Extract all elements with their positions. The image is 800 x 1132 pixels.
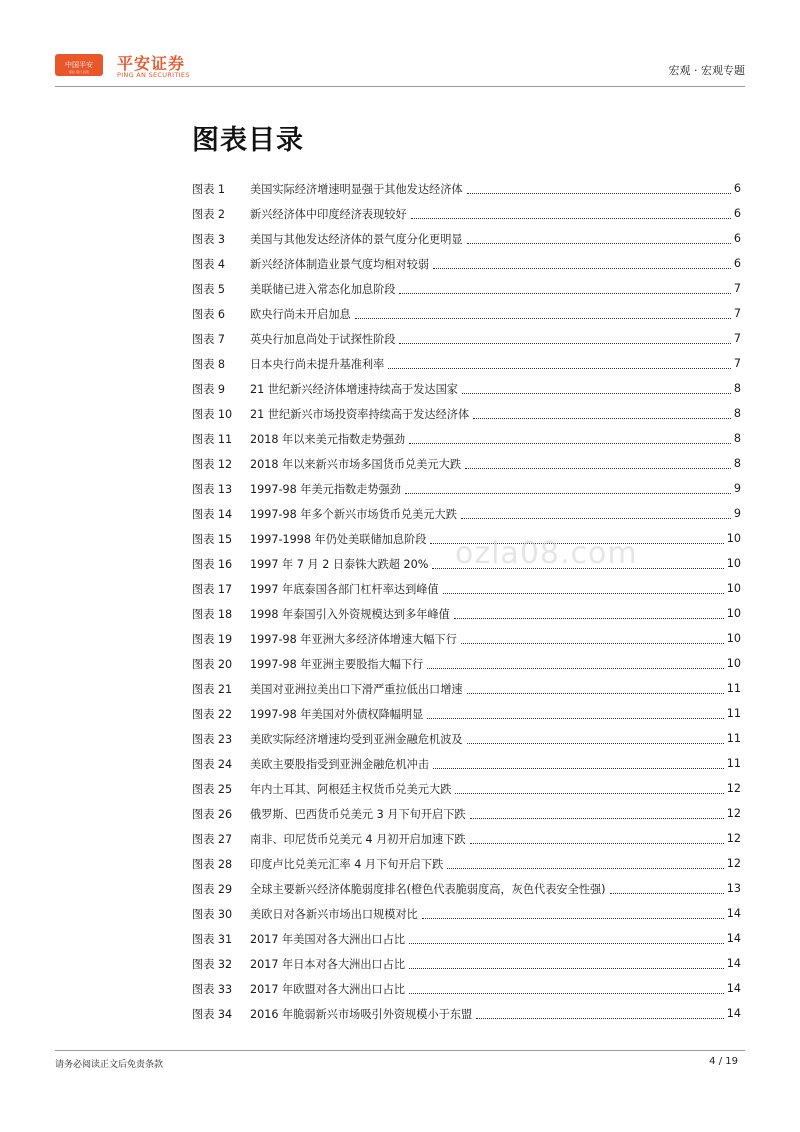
toc-entry-title: 1997-98 年美元指数走势强劲 <box>250 482 401 496</box>
toc-entry-page: 7 <box>733 307 741 320</box>
logo-tagline: 保险·银行·投资 <box>69 70 89 74</box>
toc-entry-number: 图表 17 <box>192 582 233 596</box>
page-indicator: 4 / 19 <box>709 1056 738 1067</box>
page-header <box>55 50 745 86</box>
toc-entry-number: 图表 6 <box>192 307 226 321</box>
toc-entry-title: 美欧主要股指受到亚洲金融危机冲击 <box>250 757 430 771</box>
toc-entry-page: 6 <box>733 232 741 245</box>
toc-entry-page: 14 <box>726 957 741 970</box>
footer-disclaimer: 请务必阅读正文后免责条款 <box>55 1060 164 1070</box>
toc-entry-number: 图表 3 <box>192 232 226 246</box>
toc-entry-title: 1997-98 年亚洲主要股指大幅下行 <box>250 657 424 671</box>
toc-entry[interactable] <box>192 901 741 926</box>
toc-entry-number: 图表 20 <box>192 657 233 671</box>
toc-entry-number: 图表 29 <box>192 882 233 896</box>
toc-entry-page: 14 <box>726 982 741 995</box>
toc-entry-page: 11 <box>726 682 741 695</box>
toc-entry-title: 美欧日对各新兴市场出口规模对比 <box>250 907 418 921</box>
toc-entry-number: 图表 34 <box>192 1007 233 1021</box>
toc-entry-page: 14 <box>726 932 741 945</box>
toc-leader-dots <box>467 742 724 744</box>
toc-entry-page: 7 <box>733 332 741 345</box>
toc-entry-page: 6 <box>733 257 741 270</box>
toc-leader-dots <box>433 767 724 769</box>
toc-entry[interactable] <box>192 601 741 626</box>
toc-entry-title: 2017 年日本对各大洲出口占比 <box>250 957 406 971</box>
toc-leader-dots <box>467 242 731 244</box>
footer-divider <box>55 1050 745 1051</box>
toc-entry[interactable] <box>192 1001 741 1026</box>
toc-entry[interactable] <box>192 976 741 1001</box>
toc-leader-dots <box>409 942 724 944</box>
toc-entry[interactable] <box>192 551 741 576</box>
toc-entry-number: 图表 16 <box>192 557 233 571</box>
toc-leader-dots <box>422 917 724 919</box>
toc-entry[interactable] <box>192 626 741 651</box>
toc-entry[interactable] <box>192 276 741 301</box>
toc-entry-number: 图表 25 <box>192 782 233 796</box>
toc-entry[interactable] <box>192 651 741 676</box>
toc-entry-page: 8 <box>733 457 741 470</box>
table-of-figures <box>192 176 741 1026</box>
section-label: 宏观 · 宏观专题 <box>668 64 745 77</box>
toc-leader-dots <box>610 892 724 894</box>
toc-entry-number: 图表 31 <box>192 932 233 946</box>
toc-entry-page: 6 <box>733 207 741 220</box>
toc-leader-dots <box>399 342 730 344</box>
toc-entry-title: 新兴经济体制造业景气度均相对较弱 <box>250 257 430 271</box>
toc-entry-title: 2018 年以来新兴市场多国货币兑美元大跌 <box>250 457 462 471</box>
toc-leader-dots <box>462 392 731 394</box>
toc-leader-dots <box>432 567 723 569</box>
toc-entry-page: 9 <box>733 482 741 495</box>
toc-entry-number: 图表 18 <box>192 607 233 621</box>
toc-entry-number: 图表 27 <box>192 832 233 846</box>
toc-entry-number: 图表 23 <box>192 732 233 746</box>
toc-entry-page: 8 <box>733 407 741 420</box>
toc-entry-title: 俄罗斯、巴西货币兑美元 3 月下旬开启下跌 <box>250 807 466 821</box>
toc-leader-dots <box>455 792 723 794</box>
toc-leader-dots <box>465 467 731 469</box>
toc-entry-page: 11 <box>726 757 741 770</box>
toc-entry-title: 年内土耳其、阿根廷主权货币兑美元大跌 <box>250 782 452 796</box>
toc-leader-dots <box>427 717 723 719</box>
toc-entry-number: 图表 5 <box>192 282 226 296</box>
toc-entry[interactable] <box>192 701 741 726</box>
toc-entry-page: 14 <box>726 907 741 920</box>
toc-entry-title: 全球主要新兴经济体脆弱度排名(橙色代表脆弱度高，灰色代表安全性强) <box>250 882 606 896</box>
toc-entry-title: 1997-98 年多个新兴市场货币兑美元大跌 <box>250 507 457 521</box>
toc-leader-dots <box>454 617 724 619</box>
toc-leader-dots <box>461 517 731 519</box>
toc-entry-page: 6 <box>733 182 741 195</box>
toc-entry-page: 7 <box>733 357 741 370</box>
toc-entry[interactable] <box>192 426 741 451</box>
toc-leader-dots <box>476 1017 724 1019</box>
toc-entry-page: 7 <box>733 282 741 295</box>
header-divider <box>55 86 745 87</box>
toc-entry[interactable] <box>192 751 741 776</box>
toc-entry[interactable] <box>192 876 741 901</box>
toc-leader-dots <box>409 442 731 444</box>
toc-leader-dots <box>388 367 731 369</box>
toc-entry-page: 8 <box>733 432 741 445</box>
toc-entry-number: 图表 12 <box>192 457 233 471</box>
toc-entry[interactable] <box>192 351 741 376</box>
toc-entry-title: 2017 年欧盟对各大洲出口占比 <box>250 982 406 996</box>
toc-entry-number: 图表 21 <box>192 682 233 696</box>
toc-entry-title: 新兴经济体中印度经济表现较好 <box>250 207 407 221</box>
toc-entry-number: 图表 2 <box>192 207 226 221</box>
toc-entry-title: 21 世纪新兴经济体增速持续高于发达国家 <box>250 382 458 396</box>
toc-entry[interactable] <box>192 501 741 526</box>
toc-leader-dots <box>467 192 731 194</box>
toc-entry[interactable] <box>192 251 741 276</box>
toc-entry-title: 1997-98 年美国对外债权降幅明显 <box>250 707 424 721</box>
toc-entry-title: 美国与其他发达经济体的景气度分化更明显 <box>250 232 463 246</box>
toc-entry-number: 图表 4 <box>192 257 226 271</box>
toc-entry-number: 图表 22 <box>192 707 233 721</box>
toc-entry-page: 10 <box>726 632 741 645</box>
toc-entry[interactable] <box>192 676 741 701</box>
toc-entry-title: 日本央行尚未提升基准利率 <box>250 357 385 371</box>
toc-entry-page: 11 <box>726 732 741 745</box>
toc-entry-page: 12 <box>726 807 741 820</box>
toc-entry-title: 南非、印尼货币兑美元 4 月初开启加速下跌 <box>250 832 466 846</box>
toc-entry[interactable] <box>192 201 741 226</box>
toc-entry[interactable] <box>192 926 741 951</box>
toc-entry[interactable] <box>192 476 741 501</box>
logo-text: 中国平安 <box>65 61 93 69</box>
toc-entry[interactable] <box>192 576 741 601</box>
toc-entry-number: 图表 26 <box>192 807 233 821</box>
toc-entry-number: 图表 33 <box>192 982 233 996</box>
toc-entry[interactable] <box>192 326 741 351</box>
toc-entry-number: 图表 9 <box>192 382 226 396</box>
toc-entry[interactable] <box>192 301 741 326</box>
toc-entry[interactable] <box>192 451 741 476</box>
toc-entry-number: 图表 19 <box>192 632 233 646</box>
toc-leader-dots <box>470 817 724 819</box>
toc-leader-dots <box>443 592 724 594</box>
toc-entry-page: 12 <box>726 857 741 870</box>
toc-leader-dots <box>427 667 723 669</box>
toc-entry-number: 图表 15 <box>192 532 233 546</box>
watermark: ozla08.com <box>455 536 638 571</box>
toc-entry[interactable] <box>192 776 741 801</box>
toc-leader-dots <box>405 492 731 494</box>
pingan-logo <box>55 54 103 76</box>
toc-entry[interactable] <box>192 726 741 751</box>
toc-entry-title: 2016 年脆弱新兴市场吸引外资规模小于东盟 <box>250 1007 473 1021</box>
toc-leader-dots <box>447 867 724 869</box>
toc-entry-number: 图表 8 <box>192 357 226 371</box>
toc-entry-page: 13 <box>726 882 741 895</box>
toc-leader-dots <box>470 842 724 844</box>
toc-leader-dots <box>430 542 723 544</box>
toc-entry-title: 1998 年泰国引入外资规模达到多年峰值 <box>250 607 450 621</box>
toc-entry-number: 图表 28 <box>192 857 233 871</box>
toc-entry[interactable] <box>192 826 741 851</box>
brand-name: 平安证券 <box>117 54 186 73</box>
toc-entry-number: 图表 11 <box>192 432 233 446</box>
toc-leader-dots <box>399 292 730 294</box>
toc-leader-dots <box>355 317 731 319</box>
toc-entry[interactable] <box>192 851 741 876</box>
toc-leader-dots <box>461 642 724 644</box>
toc-entry-title: 美欧实际经济增速均受到亚洲金融危机波及 <box>250 732 463 746</box>
toc-entry-title: 1997 年底泰国各部门杠杆率达到峰值 <box>250 582 439 596</box>
toc-entry-number: 图表 7 <box>192 332 226 346</box>
toc-entry[interactable] <box>192 176 741 201</box>
toc-leader-dots <box>433 267 731 269</box>
toc-entry-page: 10 <box>726 582 741 595</box>
toc-entry-number: 图表 32 <box>192 957 233 971</box>
page-title: 图表目录 <box>192 125 304 156</box>
toc-entry-page: 12 <box>726 832 741 845</box>
toc-entry-title: 美国实际经济增速明显强于其他发达经济体 <box>250 182 463 196</box>
toc-entry-page: 10 <box>726 532 741 545</box>
toc-entry-title: 印度卢比兑美元汇率 4 月下旬开启下跌 <box>250 857 444 871</box>
toc-leader-dots <box>473 417 731 419</box>
toc-entry-page: 9 <box>733 507 741 520</box>
toc-entry-title: 21 世纪新兴市场投资率持续高于发达经济体 <box>250 407 470 421</box>
toc-entry[interactable] <box>192 526 741 551</box>
toc-entry-title: 欧央行尚未开启加息 <box>250 307 351 321</box>
toc-entry-page: 14 <box>726 1007 741 1020</box>
toc-entry[interactable] <box>192 376 741 401</box>
toc-entry-title: 1997 年 7 月 2 日泰铢大跌超 20% <box>250 557 429 571</box>
toc-entry-title: 美国对亚洲拉美出口下滑严重拉低出口增速 <box>250 682 463 696</box>
toc-entry-number: 图表 30 <box>192 907 233 921</box>
toc-entry-title: 1997-98 年亚洲大多经济体增速大幅下行 <box>250 632 457 646</box>
toc-leader-dots <box>467 692 724 694</box>
toc-entry-title: 2018 年以来美元指数走势强劲 <box>250 432 406 446</box>
toc-leader-dots <box>409 967 724 969</box>
toc-entry-number: 图表 1 <box>192 182 226 196</box>
toc-leader-dots <box>411 217 731 219</box>
toc-entry-title: 2017 年美国对各大洲出口占比 <box>250 932 406 946</box>
toc-entry-page: 10 <box>726 607 741 620</box>
brand-name-en: PING AN SECURITIES <box>117 71 190 79</box>
toc-entry-number: 图表 13 <box>192 482 233 496</box>
toc-entry-number: 图表 10 <box>192 407 233 421</box>
toc-entry-title: 1997-1998 年仍处美联储加息阶段 <box>250 532 427 546</box>
toc-entry-page: 10 <box>726 557 741 570</box>
toc-entry-page: 10 <box>726 657 741 670</box>
toc-entry[interactable] <box>192 226 741 251</box>
toc-entry-page: 12 <box>726 782 741 795</box>
toc-entry-page: 11 <box>726 707 741 720</box>
toc-entry-number: 图表 24 <box>192 757 233 771</box>
toc-entry[interactable] <box>192 951 741 976</box>
toc-entry[interactable] <box>192 401 741 426</box>
toc-entry-page: 8 <box>733 382 741 395</box>
toc-entry[interactable] <box>192 801 741 826</box>
toc-entry-title: 英央行加息尚处于试探性阶段 <box>250 332 396 346</box>
toc-entry-title: 美联储已进入常态化加息阶段 <box>250 282 396 296</box>
toc-entry-number: 图表 14 <box>192 507 233 521</box>
toc-leader-dots <box>409 992 724 994</box>
